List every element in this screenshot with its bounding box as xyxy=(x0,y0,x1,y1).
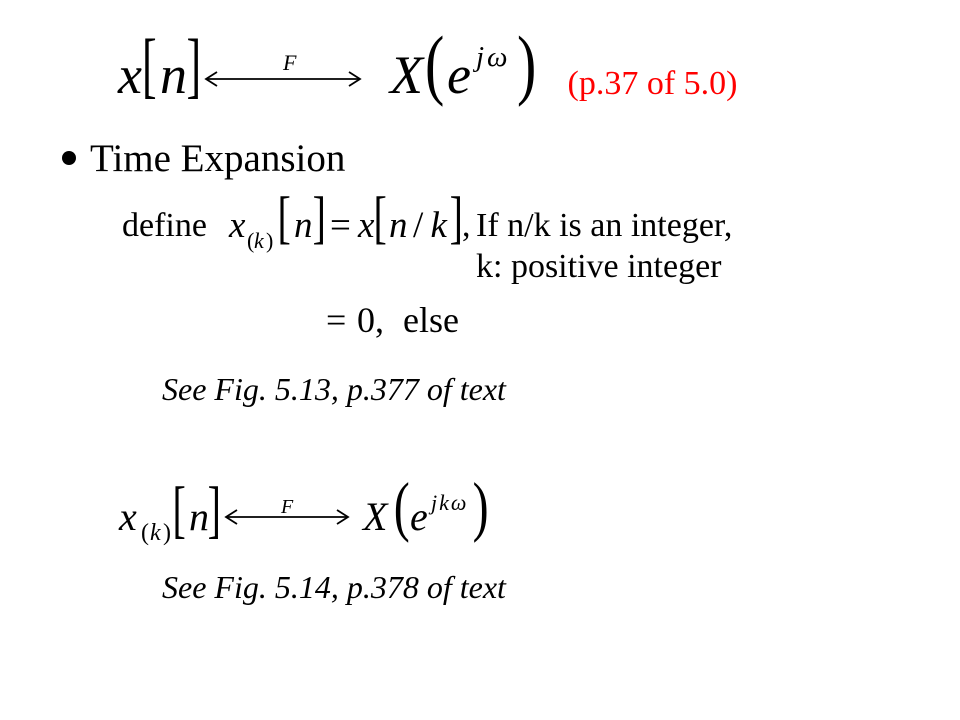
expansion-spectrum-X: X xyxy=(363,493,388,539)
definition-rhs-index-n: n xyxy=(389,205,408,246)
expansion-sub-open: ( xyxy=(141,520,149,546)
figure-reference-1: See Fig. 5.13, p.377 of text xyxy=(162,371,506,407)
definition-constraint: k: positive integer xyxy=(476,248,722,285)
definition-lhs-open-bracket: [ xyxy=(277,183,291,250)
header-index-n: n xyxy=(160,45,187,105)
expansion-index-n: n xyxy=(189,493,209,539)
definition-otherwise-value: 0, xyxy=(357,300,384,340)
definition-lhs-index-n: n xyxy=(294,205,313,246)
header-signal-x: x xyxy=(118,45,142,105)
definition-lhs-close-bracket: ] xyxy=(312,183,326,250)
bullet-icon xyxy=(62,151,76,165)
header-index-open-bracket: [ xyxy=(142,23,157,106)
header-arg-close-paren: ) xyxy=(517,19,537,108)
definition-lhs-sub-open: ( xyxy=(247,228,255,253)
header-transform-label: F xyxy=(283,50,297,75)
expansion-arg-open-paren: ( xyxy=(393,470,410,544)
definition-lhs-sub-k: k xyxy=(254,228,264,253)
definition-rhs-open-bracket: [ xyxy=(373,183,387,250)
expansion-transform-label: F xyxy=(281,496,294,518)
figure-reference-2: See Fig. 5.14, p.378 of text xyxy=(162,569,506,605)
expansion-base-e: e xyxy=(410,493,428,539)
section-title: Time Expansion xyxy=(90,137,346,180)
page-reference: (p.37 of 5.0) xyxy=(567,65,738,102)
definition-rhs-index-k: k xyxy=(430,205,447,246)
header-spectrum-X: X xyxy=(390,45,423,105)
definition-comma: , xyxy=(462,207,471,244)
expansion-sub-close: ) xyxy=(163,520,171,546)
definition-otherwise-label: else xyxy=(403,300,459,340)
expansion-sub-k: k xyxy=(150,520,161,546)
header-arg-open-paren: ( xyxy=(425,19,445,108)
expansion-arg-close-paren: ) xyxy=(472,470,489,544)
definition-rhs-signal-x: x xyxy=(358,205,375,246)
expansion-index-open-bracket: [ xyxy=(172,473,186,545)
definition-rhs-slash: / xyxy=(413,205,424,246)
expansion-signal-x: x xyxy=(119,493,137,539)
definition-lhs-signal-x: x xyxy=(229,205,246,246)
expansion-exponent: jkω xyxy=(431,489,469,515)
definition-condition: If n/k is an integer, xyxy=(476,207,733,244)
expansion-index-close-bracket: ] xyxy=(207,473,221,545)
header-index-close-bracket: ] xyxy=(186,23,202,106)
definition-rhs-close-bracket: ] xyxy=(449,183,463,250)
definition-equals: = xyxy=(330,205,351,246)
header-base-e: e xyxy=(447,45,471,105)
definition-lhs-sub-close: ) xyxy=(266,228,274,253)
header-exponent: jω xyxy=(476,41,511,73)
definition-label: define xyxy=(122,207,207,244)
definition-otherwise-equals: = xyxy=(326,300,347,340)
